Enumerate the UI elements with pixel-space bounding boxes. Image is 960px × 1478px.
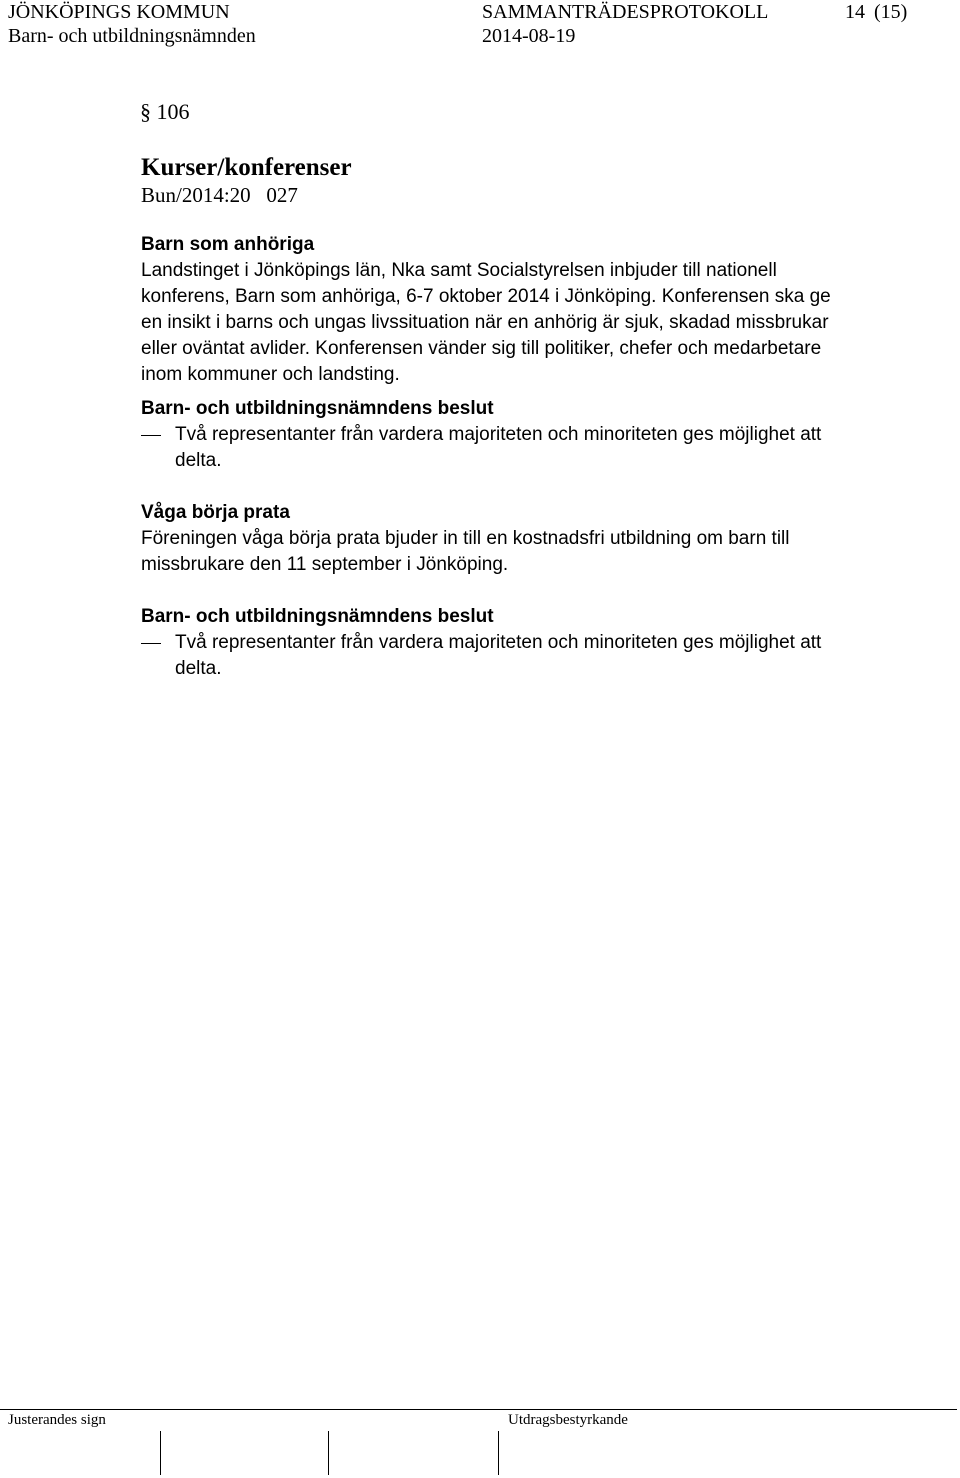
dash-bullet-icon (141, 435, 161, 436)
header-doc-type: SAMMANTRÄDESPROTOKOLL (482, 1, 769, 23)
header-committee: Barn- och utbildningsnämnden (8, 25, 256, 47)
section-title: Kurser/konferenser (141, 154, 352, 181)
section-number: § 106 (140, 99, 190, 124)
decision-heading: Barn- och utbildningsnämndens beslut (141, 398, 494, 419)
header-org: JÖNKÖPINGS KOMMUN (8, 1, 230, 23)
decision-text: Två representanter från vardera majoriteten och minoriteten ges möjlighet att delta. (175, 424, 822, 471)
agenda-item (141, 500, 853, 682)
footer-extract-label: Utdragsbestyrkande (508, 1412, 628, 1428)
signature-field (328, 1431, 329, 1475)
protocol-content (141, 232, 853, 682)
header-page-total: (15) (874, 1, 908, 23)
header-date: 2014-08-19 (482, 25, 576, 47)
item-body: Landstinget i Jönköpings län, Nka samt Socialstyrelsen inbjuder till nationell konferens, Barn som anhöriga, 6-7 oktober 2014 i Jönköping. Konferensen ska ge en insikt i barns och ungas livssituation när en anhörig är sjuk, skadad missbrukar eller oväntat avlider. Konferensen vänder sig till politiker, chefer och medarbetare inom kommuner och landsting. (141, 260, 831, 385)
header-page-number: 14 (845, 1, 865, 23)
footer-divider (0, 1409, 957, 1410)
item-body: Föreningen våga börja prata bjuder in till en kostnadsfri utbildning om barn till missbrukare den 11 september i Jönköping. (141, 528, 790, 575)
signature-field (160, 1431, 161, 1475)
item-heading: Våga börja prata (141, 502, 290, 523)
decision-text: Två representanter från vardera majoriteten och minoriteten ges möjlighet att delta. (175, 632, 822, 679)
agenda-item (141, 232, 853, 474)
footer-sign-label: Justerandes sign (8, 1412, 106, 1428)
decision-heading: Barn- och utbildningsnämndens beslut (141, 606, 494, 627)
signature-field (498, 1431, 499, 1475)
case-reference: Bun/2014:20 027 (141, 183, 298, 207)
dash-bullet-icon (141, 643, 161, 644)
decision-list-item (141, 422, 853, 474)
decision-list-item (141, 630, 853, 682)
item-heading: Barn som anhöriga (141, 234, 315, 255)
